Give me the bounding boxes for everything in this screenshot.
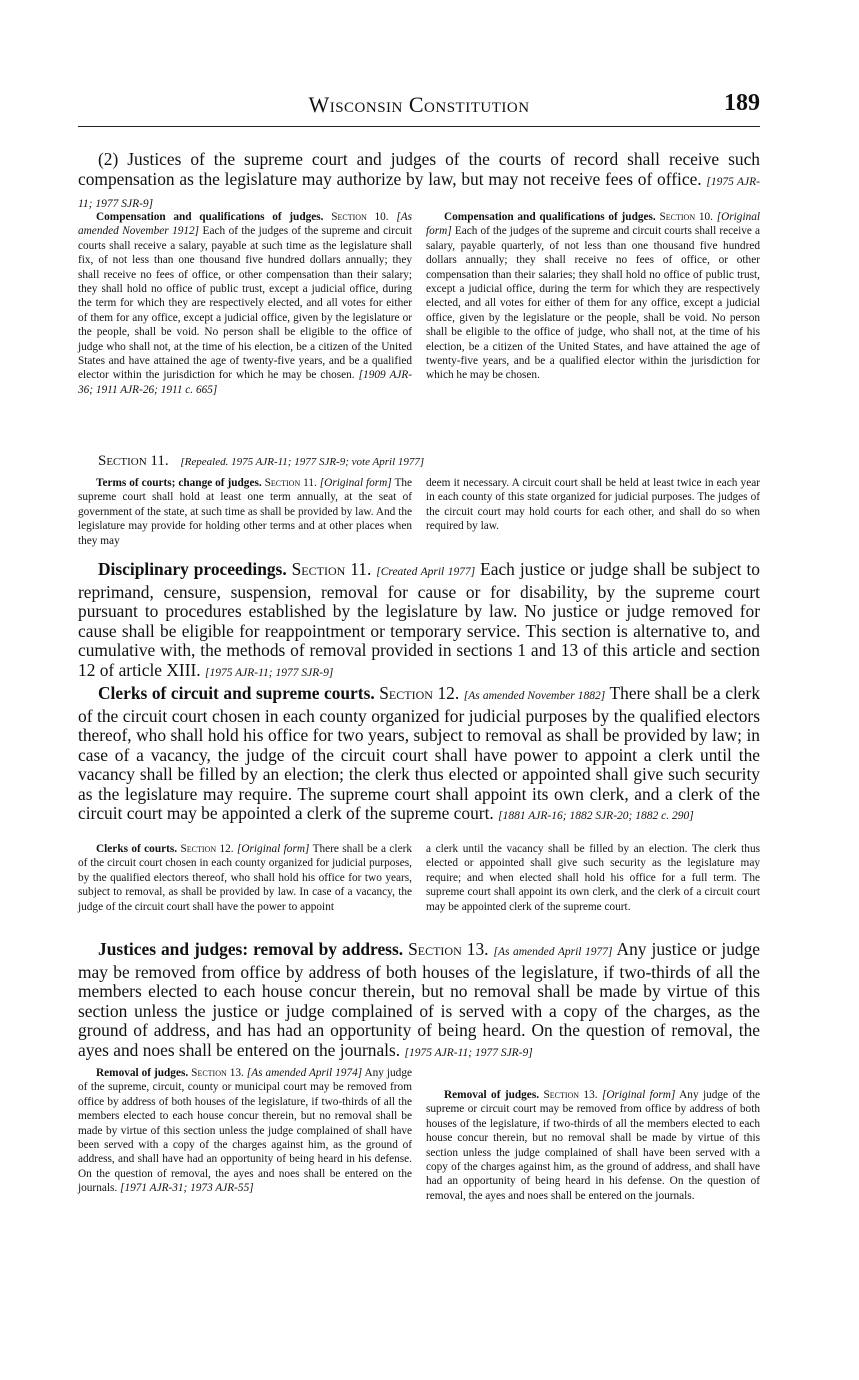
section-10-amended-history: [1909 AJR-36; 1911 AJR-26; 1911 c. 665] xyxy=(78,369,413,396)
section-13-amended xyxy=(78,940,760,1063)
section-10-amended-note: [As amended November 1912] xyxy=(78,211,413,238)
section-13-original-heading: Removal of judges. xyxy=(444,1089,540,1101)
intro-history: [1975 AJR-11; 1977 SJR-9] xyxy=(78,175,760,210)
section-13-1974 xyxy=(78,1066,412,1196)
section-12-amended-note: [As amended November 1882] xyxy=(463,690,606,702)
section-11-disciplinary-heading: Disciplinary proceedings. xyxy=(98,559,287,579)
page-header xyxy=(78,92,760,127)
section-10-amended-text: Each of the judges of the supreme and circuit courts shall receive a salary, payable at such time as the legislature shall fix, of not less than one thousand five hundred dollars annually; they shall receive no fees of office, or other compensation than their salary; they shall hold no office of public trust, except a judicial office, during the term for which they are respectively elected, and all votes for either of them for any office, except a judicial office, given by the legislature or the people, shall be void. No person shall be eligible to the office of judge who shall not, at the time of his election, be a citizen of the United States and have attained the age of twenty-five years, and be a qualified elector within the jurisdiction for which he may be chosen. xyxy=(78,225,413,382)
section-13-1974-text: Any judge of the supreme, circuit, county or municipal court may be removed from office by address of both houses of the legislature, if two-thirds of all the members elected to each house concur therein, but no removal shall be made by virtue of this section unless the judge complained of shall have been served with a copy of the charges against him, as the ground of address, and shall have had an opportunity of being heard in his defense. On the question of removal, the ayes and noes shall be entered on the journals. xyxy=(78,1067,412,1195)
section-11-original-heading: Terms of courts; change of judges. xyxy=(96,477,262,489)
section-13-amended-text: Any justice or judge may be removed from office by address of both houses of the legislature, if two-thirds of all the members elected to each house concur therein, but no removal shall be made by virtue of this section unless the justice or judge complained of is served with a copy of the charges, as the ground of address, and has had an opportunity of being heard. On the question of removal, the ayes and noes shall be entered on the journals. xyxy=(78,939,761,1060)
section-13-amended-note: [As amended April 1977] xyxy=(493,946,613,958)
section-12-original-note: [Original form] xyxy=(236,843,310,855)
section-10-amended-number: Section 10. xyxy=(331,211,389,223)
section-11-original-note: [Original form] xyxy=(319,477,392,489)
running-title: Wisconsin Constitution xyxy=(308,92,530,117)
section-13-1974-note: [As amended April 1974] xyxy=(246,1067,363,1079)
section-12-original-text-left: There shall be a clerk of the circuit court chosen in each county organized for judicial purposes, by the qualified electors thereof, who shall hold his office for two years, subject to removal, as shall be provided by law. In case of a vacancy, the judge of the circuit court shall have the power to appoint xyxy=(78,843,412,913)
section-13-1974-history: [1971 AJR-31; 1973 AJR-55] xyxy=(120,1182,254,1195)
section-13-original xyxy=(426,1088,760,1203)
section-12-original-number: Section 12. xyxy=(180,843,234,855)
section-13-1974-number: Section 13. xyxy=(191,1067,244,1079)
section-13-amended-history: [1975 AJR-11; 1977 SJR-9] xyxy=(404,1046,533,1059)
section-10-original xyxy=(426,210,760,383)
section-12-original-left xyxy=(78,842,412,914)
section-12-amended-text: There shall be a clerk of the circuit court chosen in each county organized for judicial purposes by the qualified electors thereof, who shall hold his office for two years, subject to removal as shall be provided by law; in case of a vacancy, the judge of the circuit court shall have power to appoint a clerk until the vacancy shall be filled by an election; the clerk thus elected or appointed shall give such security as the legislature may require. The supreme court shall appoint its own clerk, and a clerk of the circuit court may be appointed a clerk of the supreme court. xyxy=(78,683,761,823)
section-12-original-text-right: a clerk until the vacancy shall be filled by an election. The clerk thus elected or appointed shall give such security as the legislature may require; and when elected shall hold his office for a full term. The supreme court shall appoint its own clerk, and the clerk of a circuit court may be appointed clerk of the supreme court. xyxy=(426,843,760,913)
section-12-original-heading: Clerks of courts. xyxy=(96,843,178,855)
section-12-original-right xyxy=(426,842,760,914)
section-11-disciplinary-number: Section 11. xyxy=(291,559,372,579)
page-number: 189 xyxy=(724,90,760,116)
section-13-original-note: [Original form] xyxy=(601,1089,676,1101)
section-13-original-text: Any judge of the supreme or circuit court may be removed from office by address of both houses of the legislature, if two-thirds of all the members elected to each house concur therein, but no removal shall be made by virtue of this section unless the judge complained of shall have been served with a copy of the charges against him, as the ground of address, and shall have had an opportunity of being heard in his defense. On the question of removal, the ayes and noes shall be entered on the journals. xyxy=(426,1089,761,1202)
section-11-repealed xyxy=(78,452,760,471)
section-13-amended-heading: Justices and judges: removal by address. xyxy=(98,939,404,959)
section-11-disciplinary-note: [Created April 1977] xyxy=(376,566,476,578)
intro-text: (2) Justices of the supreme court and judges of the courts of record shall receive such compensation as the legislature may authorize by law, but may not receive fees of office. xyxy=(78,149,760,189)
section-13-1974-heading: Removal of judges. xyxy=(96,1067,189,1079)
section-11-original-number: Section 11. xyxy=(264,477,317,489)
section-11-original-right xyxy=(426,476,760,534)
section-10-original-heading: Compensation and qualifications of judges. xyxy=(444,211,656,223)
section-12-amended-heading: Clerks of circuit and supreme courts. xyxy=(98,683,375,703)
section-10-original-number: Section 10. xyxy=(659,211,713,223)
section-10-original-note: [Original form] xyxy=(426,211,761,238)
section-12-amended-number: Section 12. xyxy=(379,683,460,703)
section-10-amended-heading: Compensation and qualifications of judges. xyxy=(96,211,324,223)
section-11-repealed-number: Section 11. xyxy=(98,453,169,469)
section-11-disciplinary xyxy=(78,560,760,683)
section-13-original-number: Section 13. xyxy=(543,1089,598,1101)
section-12-amended-history: [1881 AJR-16; 1882 SJR-20; 1882 c. 290] xyxy=(498,810,694,822)
section-11-repealed-note: [Repealed. 1975 AJR-11; 1977 SJR-9; vote April 1977] xyxy=(180,456,425,468)
section-10-amended xyxy=(78,210,412,397)
section-12-amended xyxy=(78,684,760,827)
section-11-original-text-left: The supreme court shall hold at least one term annually, at the seat of government of the state, at such time as shall be provided by law. And the legislature may provide for holding other terms and at other places when they may xyxy=(78,477,413,547)
section-11-disciplinary-text: Each justice or judge shall be subject to reprimand, censure, suspension, removal for cause or for disability, by the supreme court pursuant to procedures established by the legislature by law. No justice or judge removed for cause shall be eligible for reappointment or temporary service. This section is alternative to, and cumulative with, the methods of removal provided in sections 1 and 13 of this article and section 12 of article XIII. xyxy=(78,559,760,680)
section-10-original-text: Each of the judges of the supreme and circuit courts shall receive a salary, payable quarterly, of not less than one thousand five hundred dollars annually; they shall receive no fees of office, or other compensation than their salaries; they shall hold no office of public trust, except a judicial office, during the term for which they are respectively elected, and all votes for either of them for any office, except a judicial office, given by the legislature or the people, shall be void. No person shall be eligible to the office of judge, who shall not, at the time of his election, be a citizen of the United States, and have attained the age of twenty-five years, and be a qualified elector within the jurisdiction for which he may be chosen. xyxy=(426,225,760,382)
section-11-original-left xyxy=(78,476,412,548)
section-13-amended-number: Section 13. xyxy=(408,939,489,959)
section-11-original-text-right: deem it necessary. A circuit court shall be held at least twice in each year in each county of this state organized for judicial purposes. The judges of the circuit court may hold courts for each other, and shall do so when required by law. xyxy=(426,477,760,533)
intro-paragraph xyxy=(78,150,760,215)
section-11-disciplinary-history: [1975 AJR-11; 1977 SJR-9] xyxy=(205,666,334,679)
